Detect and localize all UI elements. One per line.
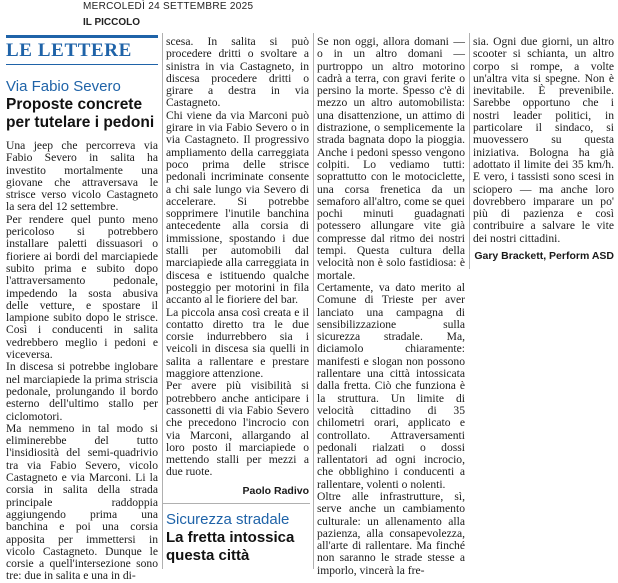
paragraph: La piccola ansa così creata e il contatto diretto tra le due corsie indurrebbero sia i veicoli in discesa sia quelli in salita a rallentare e prestare maggiore attenzione.	[166, 305, 309, 381]
column-1	[6, 33, 158, 583]
newspaper-name: IL PICCOLO	[83, 17, 141, 28]
paragraph: Una jeep che percorreva via Fabio Severo in salita ha investito mortalmente una giovane che attraversava le strisce verso vicolo Castagneto la sera del 12 settembre.	[6, 139, 158, 214]
paragraph: Se non oggi, allora domani — o in un altro domani — purtroppo un altro motorino cadrà a terra, con gravi ferite o persino la morte. Spesso c'è di mezzo un altro automobilista: una disattenzione, un attimo di distrazione, o semplicemente la strada bagnata dopo la pioggia. Anche i pedoni spesso vengono colpiti. Lo vediamo tutti: soprattutto con le motociclette, una corsa frenetica da un semaforo all'altro, come se quei pochi minuti guadagnati potessero allungare vite già compresse dal ritmo dei nostri tempi. Questa cultura della velocità non è solo fastidiosa: è mortale.	[317, 35, 465, 282]
paragraph: Certamente, va dato merito al Comune di Trieste per aver lanciato una campagna di sensibilizzazione sulla sicurezza stradale. Ma, diciamolo chiaramente: manifesti e slogan non possono rallentare una città intossicata dalla fretta. Ciò che funziona è la struttura. Un limite di velocità cittadino di 35 chilometri orari, applicato e controllato. Attraversamenti pedonali rialzati o dossi rallentatori ad ogni incrocio, che obblighino i conducenti a rallentare, volenti o nolenti.	[317, 280, 465, 491]
article-2-kicker: Sicurezza stradale	[166, 511, 290, 528]
column-2	[162, 33, 309, 569]
article-1-headline: Proposte concrete per tutelare i pedoni	[6, 96, 155, 131]
section-title: LE LETTERE	[6, 40, 132, 61]
article-1-signature: Paolo Radivo	[242, 484, 309, 497]
paragraph: Ma nemmeno in tal modo si eliminerebbe del tutto l'insidiosità del semi-quadrivio tra via Fabio Severo, vicolo Castagneto e via Marconi. Li la corsia in salita della strada principale raddoppia aggiungendo prima una banchina e poi una corsia apposita per immettersi in vicolo Castagneto. Dunque le corsie a quell'intersezione sono tre: due in salita e una in di-	[6, 421, 158, 583]
article-1-kicker: Via Fabio Severo	[6, 78, 121, 95]
column-3	[313, 33, 465, 577]
divider	[163, 503, 310, 504]
paragraph: sia. Ogni due giorni, un altro scooter si schianta, un altro corpo si rompe, a volte un'altra vita si spegne. Non è inevitabile. È prevenibile. Sarebbe opportuno che i nostri leader politici, in particolare il sindaco, si muovessero su questa iniziativa. Bologna ha già adottato il limite dei 35 km/h. E vero, i tassisti sono scesi in sciopero — ma anche loro dovrebbero imparare un po' più di pazienza e così contribuire a salvare le vite dei nostri cittadini.	[473, 35, 614, 245]
paragraph: scesa. In salita si può procedere dritti o svoltare a sinistra in via Castagneto, in discesa procedere dritti o girare a destra in via Castagneto.	[166, 35, 309, 110]
article-2-signature: Gary Brackett, Perform ASD	[474, 250, 614, 263]
paragraph: Per rendere quel punto meno pericoloso si potrebbero installare paletti dissuasori o fioriere ai bordi del marciapiede subito prima e subito dopo l'attraversamento pedonale, impedendo la sosta abusiva delle vetture, e spostare il lampione subito dopo le strisce. Così i conducenti in salita vedrebbero meglio i pedoni e viceversa.	[6, 212, 158, 362]
article-2-body-part-2	[473, 36, 614, 245]
article-2-headline: La fretta intossica questa città	[166, 529, 295, 564]
section-header	[6, 35, 158, 65]
column-4	[469, 33, 614, 269]
article-2-header	[166, 511, 310, 565]
masthead	[0, 0, 618, 34]
article-1-body-part-1	[6, 140, 158, 583]
paragraph: Chi viene da via Marconi può girare in via Fabio Severo o in via Castagneto. Il progressivo ampliamento della carreggiata poco prima delle strisce pedonali incriminate consente a chi sale lungo via Severo di accelerare. Si potrebbe sopprimere l'inutile banchina antecedente alla corsia di immissione, spostando i due stalli per automobili dal marciapiede alla carreggiata in discesa e istituendo qualche posteggio per motorini in fila accanto al le fioriere del bar.	[166, 108, 309, 307]
paragraph: Oltre alle infrastrutture, sì, serve anche un cambiamento culturale: un allenamento alla pazienza, alla consapevolezza, all'arte di rallentare. Ma finché non saranno le strade stesse a imporlo, vincerà la fre-	[317, 489, 465, 577]
article-2-body-part-1	[317, 36, 465, 577]
paragraph: In discesa si potrebbe inglobare nel marciapiede la prima striscia pedonale, prolungando il bordo esterno dell'ultimo stallo per ciclomotori.	[6, 360, 158, 423]
issue-date: MERCOLEDÌ 24 SETTEMBRE 2025	[83, 1, 254, 12]
article-1-body-part-2	[166, 36, 309, 479]
paragraph: Per avere più visibilità si potrebbero anche anticipare i cassonetti di via Fabio Severo che precedono l'incrocio con via Marconi, allargando al loro posto il marciapiede o mettendo stalli per mezzi a due ruote.	[166, 379, 309, 479]
